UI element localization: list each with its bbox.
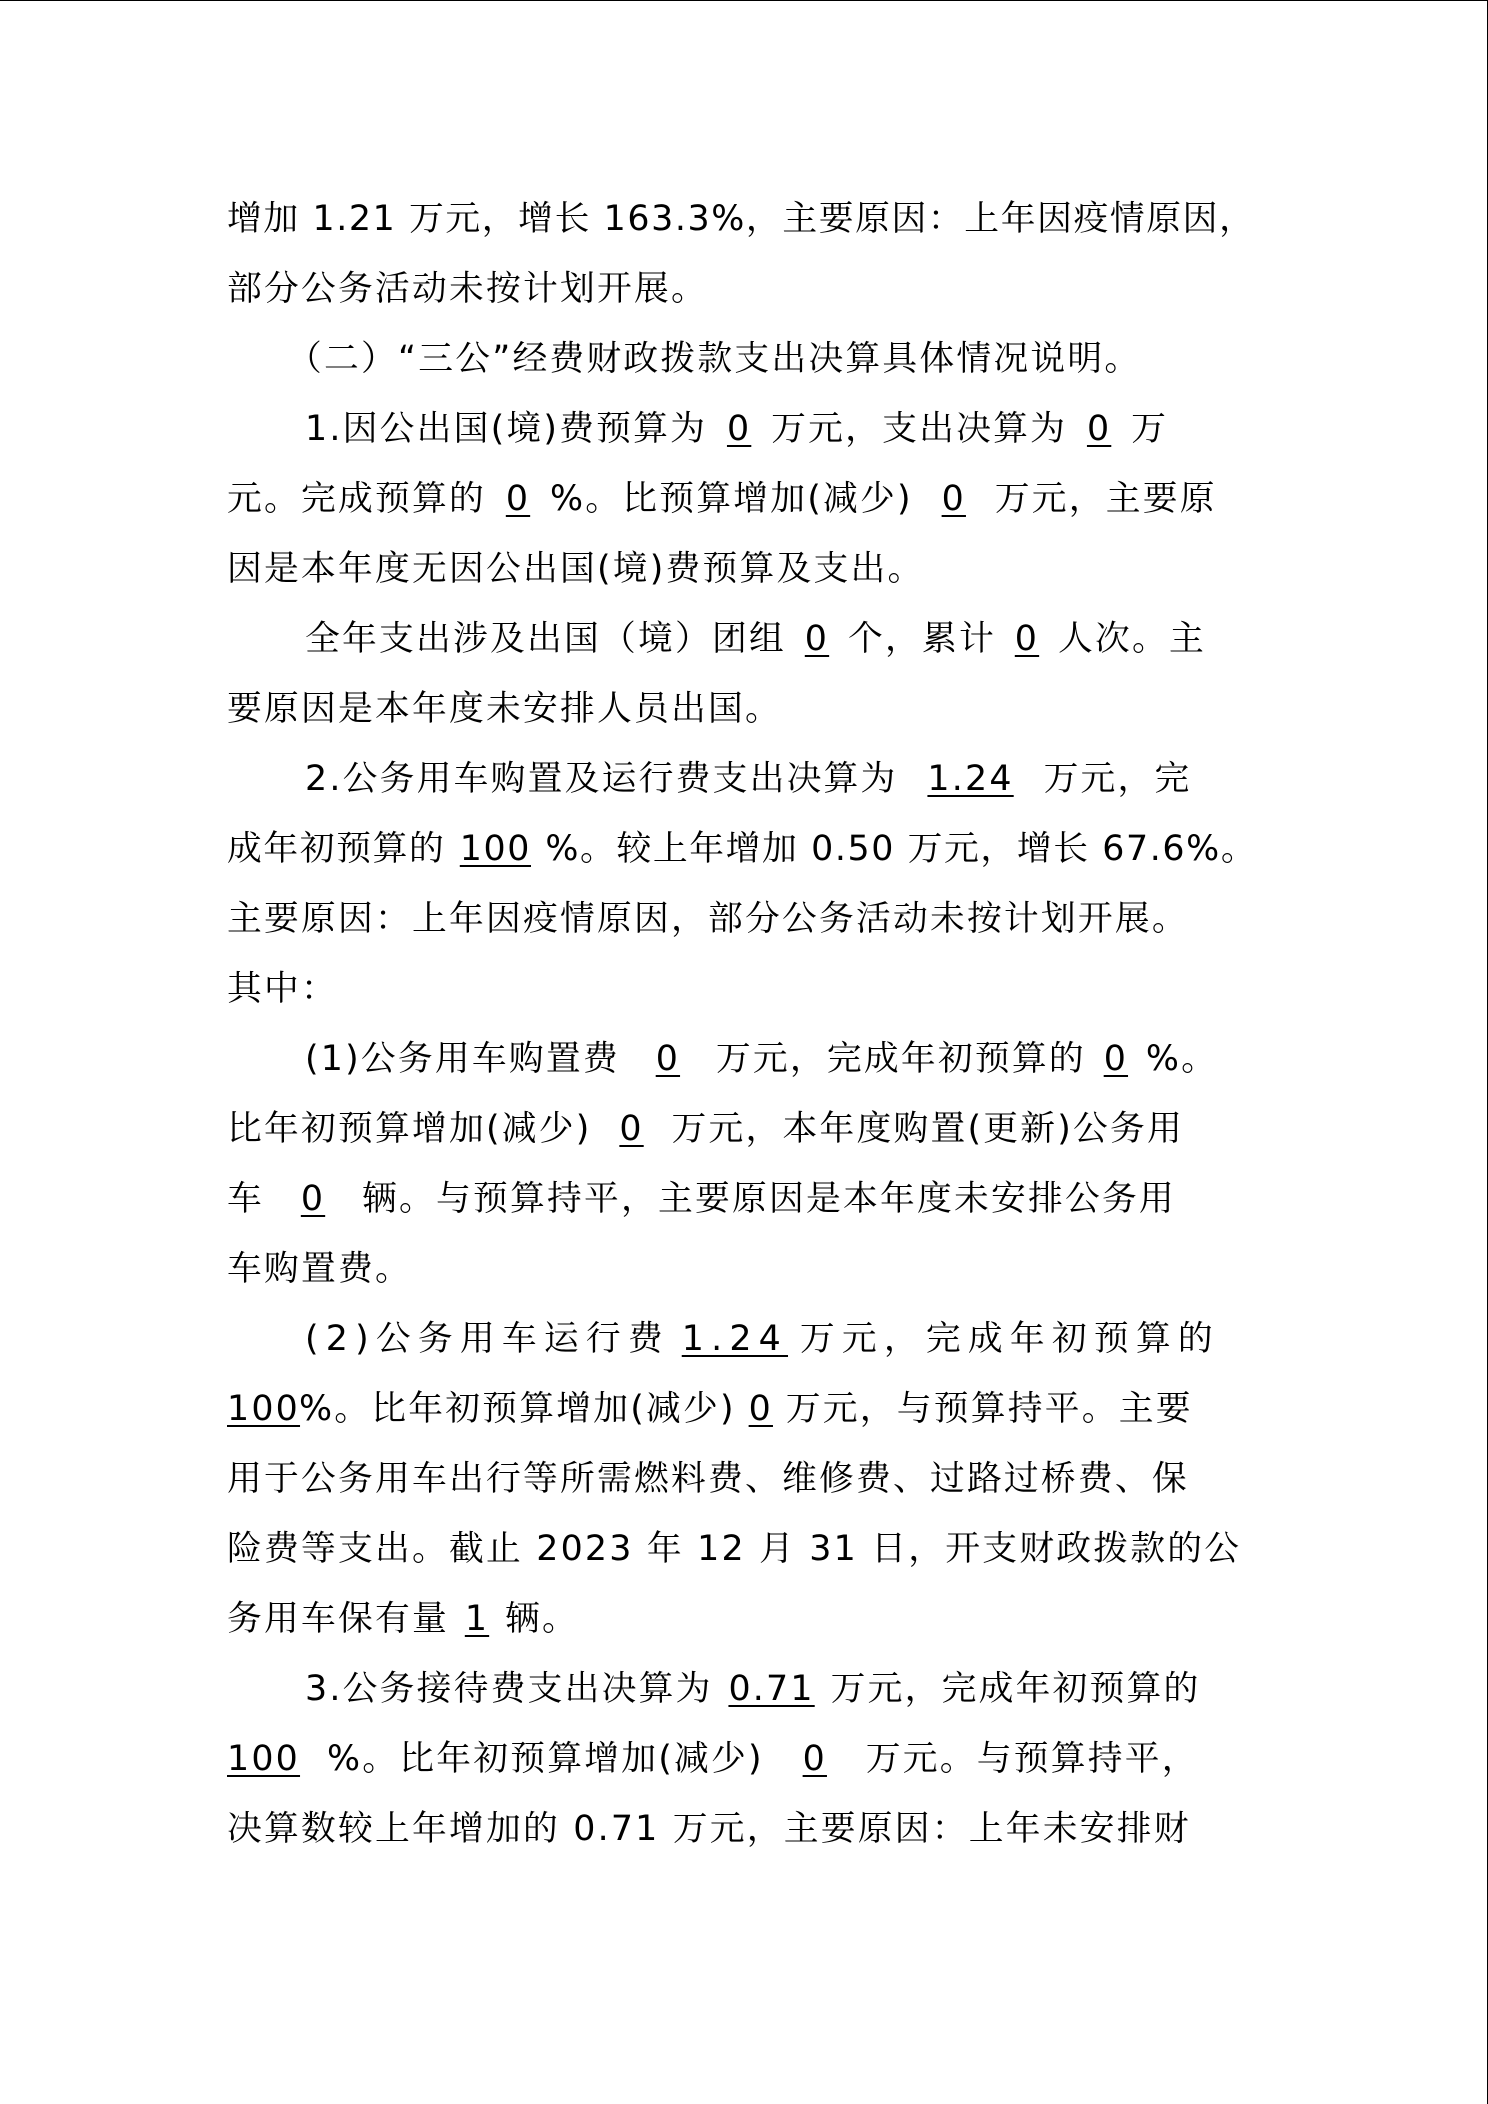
text-line: 险费等支出。截止 2023 年 12 月 31 日，开支财政拨款的公 (227, 1529, 1242, 1569)
filled-value: 1.24 (681, 1319, 789, 1359)
filled-value: 100 (227, 1739, 301, 1779)
filled-value: 0 (619, 1109, 644, 1149)
filled-value: 0 (1103, 1039, 1129, 1079)
text-line: 成年初预算的 100 %。较上年增加 0.50 万元，增长 67.6%。 (227, 814, 1261, 884)
text-line: 要原因是本年度未安排人员出国。 (227, 689, 782, 729)
page-top-border (0, 0, 1488, 1)
filled-value: 0 (300, 1179, 326, 1219)
body-text (227, 184, 1261, 1864)
text-line: 因是本年度无因公出国(境)费预算及支出。 (227, 549, 925, 589)
text-line: 比年初预算增加(减少) 0 万元，本年度购置(更新)公务用 (227, 1094, 1261, 1164)
filled-value: 0 (726, 409, 752, 449)
text-line: (1)公务用车购置费 0 万元，完成年初预算的 0 %。 (227, 1024, 1261, 1094)
text-line: 100 %。比年初预算增加(减少) 0 万元。与预算持平， (227, 1724, 1261, 1794)
filled-value: 0 (941, 479, 966, 519)
text-line: 用于公务用车出行等所需燃料费、维修费、过路过桥费、保 (227, 1459, 1189, 1499)
filled-value: 0 (1014, 619, 1040, 659)
filled-value: 100 (227, 1389, 301, 1429)
filled-value: 0 (748, 1389, 773, 1429)
filled-value: 0 (802, 1739, 827, 1779)
text-line: 部分公务活动未按计划开展。 (227, 269, 708, 309)
text-line: 车 0 辆。与预算持平，主要原因是本年度未安排公务用 (227, 1164, 1261, 1234)
text-line: 全年支出涉及出国（境）团组 0 个，累计 0 人次。主 (227, 604, 1261, 674)
section-heading: （二）“三公”经费财政拨款支出决算具体情况说明。 (287, 339, 1142, 379)
filled-value: 0 (1086, 409, 1112, 449)
text-line: 1.因公出国(境)费预算为 0 万元，支出决算为 0 万 (227, 394, 1261, 464)
text-line: 100%。比年初预算增加(减少) 0 万元，与预算持平。主要 (227, 1374, 1261, 1444)
filled-value: 100 (459, 829, 531, 869)
filled-value: 0 (804, 619, 830, 659)
filled-value: 0 (505, 479, 531, 519)
filled-value: 1.24 (927, 759, 1014, 799)
filled-value: 0.71 (728, 1669, 815, 1709)
text-line: 增加 1.21 万元，增长 163.3%，主要原因：上年因疫情原因， (227, 199, 1256, 239)
text-line: 车购置费。 (227, 1249, 412, 1289)
filled-value: 0 (655, 1039, 681, 1079)
text-line: 元。完成预算的 0 %。比预算增加(减少) 0 万元，主要原 (227, 464, 1261, 534)
text-line: 2.公务用车购置及运行费支出决算为 1.24 万元，完 (227, 744, 1261, 814)
text-line: (2)公务用车运行费 1.24 万元，完成年初预算的 (227, 1304, 1261, 1374)
filled-value: 1 (464, 1599, 490, 1639)
text-line: 主要原因：上年因疫情原因，部分公务活动未按计划开展。 (227, 899, 1189, 939)
text-line: 其中： (227, 969, 338, 1009)
text-line: 决算数较上年增加的 0.71 万元，主要原因：上年未安排财 (227, 1809, 1191, 1849)
text-line: 3.公务接待费支出决算为 0.71 万元，完成年初预算的 (227, 1654, 1261, 1724)
text-line: 务用车保有量 1 辆。 (227, 1584, 1261, 1654)
